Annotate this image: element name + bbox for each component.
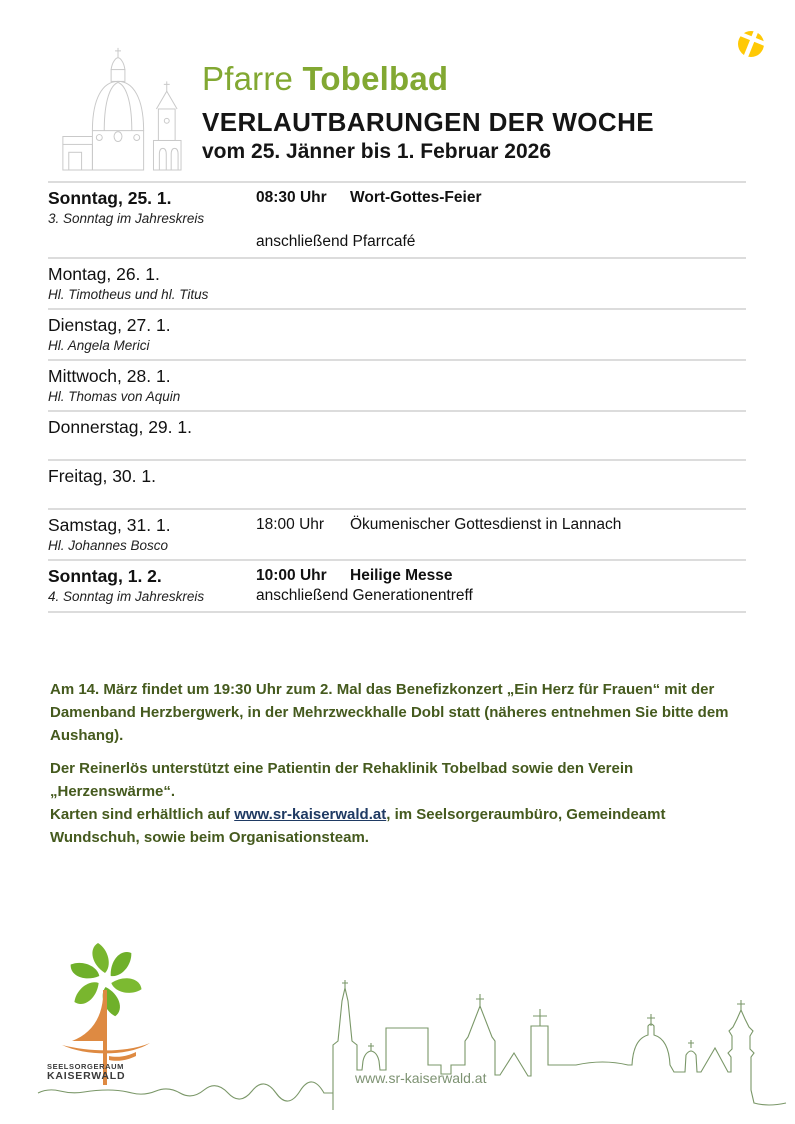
logo-text-line1: SEELSORGERAUM bbox=[47, 1062, 124, 1071]
brand-title bbox=[202, 60, 448, 98]
announcement-text: , im Seelsorgeraumbüro, Gemeindeamt Wundschuh, sowie beim Organisationsteam. bbox=[50, 805, 666, 846]
schedule-table bbox=[48, 181, 746, 613]
event-title: Wort-Gottes-Feier bbox=[350, 189, 482, 206]
schedule-row bbox=[48, 412, 746, 461]
day-title: Mittwoch, 28. 1. bbox=[48, 366, 171, 386]
event-title: anschließend Generationentreff bbox=[256, 587, 473, 604]
day-title: Sonntag, 1. 2. bbox=[48, 566, 162, 586]
logo-text-line2: KAISERWALD bbox=[47, 1070, 126, 1082]
day-subtitle: 3. Sonntag im Jahreskreis bbox=[48, 211, 205, 226]
website-link[interactable]: www.sr-kaiserwald.at bbox=[234, 805, 387, 823]
events-cell bbox=[256, 315, 746, 354]
schedule-row bbox=[48, 259, 746, 310]
events-cell bbox=[256, 515, 746, 554]
day-subtitle: 4. Sonntag im Jahreskreis bbox=[48, 589, 205, 604]
announcement-paragraph bbox=[50, 758, 744, 849]
event-title: Heilige Messe bbox=[350, 567, 453, 584]
announcement-line: Der Reinerlös unterstützt eine Patientin der Rehaklinik Tobelbad sowie den Verein „Herzenswärme“. bbox=[50, 760, 634, 801]
date-range: vom 25. Jänner bis 1. Februar 2026 bbox=[202, 140, 552, 163]
skyline-illustration-icon bbox=[30, 973, 795, 1123]
day-cell bbox=[48, 566, 256, 606]
day-cell bbox=[48, 315, 256, 354]
announcement-text: Karten sind erhältlich auf bbox=[50, 805, 235, 823]
event-time: 18:00 Uhr bbox=[256, 516, 325, 533]
schedule-row bbox=[48, 561, 746, 613]
event-line bbox=[256, 232, 746, 252]
event-title: Ökumenischer Gottesdienst in Lannach bbox=[350, 516, 622, 533]
day-cell bbox=[48, 466, 256, 503]
announcement-line bbox=[50, 806, 666, 846]
schedule-row bbox=[48, 361, 746, 412]
event-line bbox=[256, 586, 746, 606]
event-title: anschließend Pfarrcafé bbox=[256, 233, 416, 250]
event-line bbox=[256, 188, 746, 208]
events-cell bbox=[256, 566, 746, 606]
day-cell bbox=[48, 417, 256, 454]
page-title: VERLAUTBARUNGEN DER WOCHE bbox=[202, 107, 654, 137]
announcements bbox=[50, 679, 744, 861]
gold-cross-icon bbox=[735, 28, 767, 65]
events-cell bbox=[256, 366, 746, 405]
schedule-row bbox=[48, 310, 746, 361]
website-text: www.sr-kaiserwald.at bbox=[355, 1070, 487, 1086]
day-cell bbox=[48, 515, 256, 554]
schedule-row bbox=[48, 461, 746, 510]
day-title: Freitag, 30. 1. bbox=[48, 466, 156, 486]
day-cell bbox=[48, 188, 256, 252]
events-cell bbox=[256, 466, 746, 503]
schedule-row bbox=[48, 510, 746, 561]
event-line bbox=[256, 566, 746, 586]
day-title: Donnerstag, 29. 1. bbox=[48, 417, 192, 437]
brand-prefix: Pfarre bbox=[202, 60, 294, 97]
day-title: Dienstag, 27. 1. bbox=[48, 315, 171, 335]
day-cell bbox=[48, 264, 256, 303]
day-subtitle: Hl. Thomas von Aquin bbox=[48, 389, 181, 404]
day-title: Samstag, 31. 1. bbox=[48, 515, 171, 535]
church-illustration-icon bbox=[55, 42, 183, 177]
event-time: 08:30 Uhr bbox=[256, 189, 327, 206]
announcement-paragraph: Am 14. März findet um 19:30 Uhr zum 2. Mal das Benefizkonzert „Ein Herz für Frauen“ mit der Damenband Herzbergwerk, in der Mehrzweckhalle Dobl statt (näheres entnehmen Sie bitte dem Aushang). bbox=[50, 681, 729, 744]
event-line bbox=[256, 515, 746, 535]
day-title: Sonntag, 25. 1. bbox=[48, 188, 172, 208]
events-cell bbox=[256, 188, 746, 252]
schedule-row bbox=[48, 183, 746, 259]
brand-name: Tobelbad bbox=[302, 60, 449, 97]
events-cell bbox=[256, 417, 746, 454]
day-subtitle: Hl. Timotheus und hl. Titus bbox=[48, 287, 209, 302]
day-subtitle: Hl. Johannes Bosco bbox=[48, 538, 169, 553]
day-cell bbox=[48, 366, 256, 405]
day-subtitle: Hl. Angela Merici bbox=[48, 338, 150, 353]
event-time: 10:00 Uhr bbox=[256, 567, 327, 584]
day-title: Montag, 26. 1. bbox=[48, 264, 160, 284]
events-cell bbox=[256, 264, 746, 303]
